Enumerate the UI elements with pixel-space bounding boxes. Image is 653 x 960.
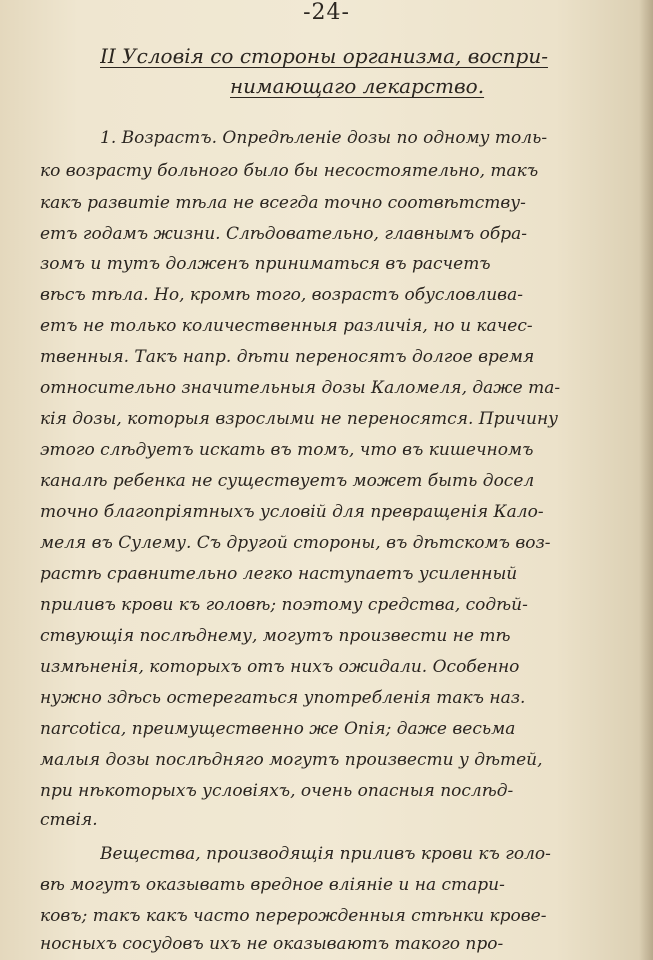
body-line: ствія. [40, 810, 98, 830]
body-line: етъ годамъ жизни. Слѣдовательно, главнымъ обра- [40, 224, 528, 244]
body-line: какъ развитіе тѣла не всегда точно соотвѣтству- [40, 193, 526, 213]
body-line: твенныя. Такъ напр. дѣти переносятъ долгое время [40, 347, 535, 367]
section-heading-line-2: нимающаго лекарство. [230, 74, 485, 98]
body-line: меля въ Сулему. Съ другой стороны, въ дѣтскомъ воз- [40, 533, 551, 553]
body-line [40, 932, 640, 958]
page-number: -24- [303, 0, 350, 25]
body-line: ствующія послѣднему, могутъ произвести не тѣ [40, 626, 511, 646]
body-line: этого слѣдуетъ искать въ томъ, что въ кишечномъ [40, 440, 534, 460]
body-line: растѣ сравнительно легко наступаетъ усиленный [40, 564, 518, 584]
body-line: зомъ и тутъ долженъ приниматься въ расчетъ [40, 254, 491, 274]
body-line: точно благопріятныхъ условій для превращенія Кало- [40, 502, 544, 522]
body-line: нужно здѣсь остерегаться употребленія такъ наз. [40, 688, 526, 708]
body-line: вѣ могутъ оказывать вредное вліяніе и на стари- [40, 875, 505, 895]
body-line: каналѣ ребенка не существуетъ может быть досел [40, 471, 535, 491]
body-line: малыя дозы послѣдняго могутъ произвести у дѣтей, [40, 750, 543, 770]
body-line: относительно значительныя дозы Каломеля, даже та- [40, 378, 561, 398]
body-line: вѣсъ тѣла. Но, кромѣ того, возрастъ обусловлива- [40, 285, 523, 305]
section-heading-line-1: II Условія со стороны организма, воспри- [100, 44, 548, 68]
body-line: Вещества, производящія приливъ крови къ голо- [100, 844, 551, 864]
body-line: 1. Возрастъ. Опредѣленіе дозы по одному толь- [100, 128, 548, 148]
body-line: ко возрасту больного было бы несостоятельно, такъ [40, 161, 539, 181]
page-binding-shadow [639, 0, 653, 960]
body-line: носныхъ сосудовъ ихъ не оказываютъ такого про- [40, 934, 504, 954]
body-line: приливъ крови къ головѣ; поэтому средства, содѣй- [40, 595, 528, 615]
body-line: narcotica, преимущественно же Опія; даже весьма [40, 719, 516, 739]
body-line: измѣненія, которыхъ отъ нихъ ожидали. Особенно [40, 657, 520, 677]
body-line: кія дозы, которыя взрослыми не переносятся. Причину [40, 409, 559, 429]
body-line: ковъ; такъ какъ часто перерожденныя стѣнки крове- [40, 906, 547, 926]
body-line: при нѣкоторыхъ условіяхъ, очень опасныя послѣд- [40, 781, 514, 801]
body-line: етъ не только количественныя различія, но и качес- [40, 316, 533, 336]
